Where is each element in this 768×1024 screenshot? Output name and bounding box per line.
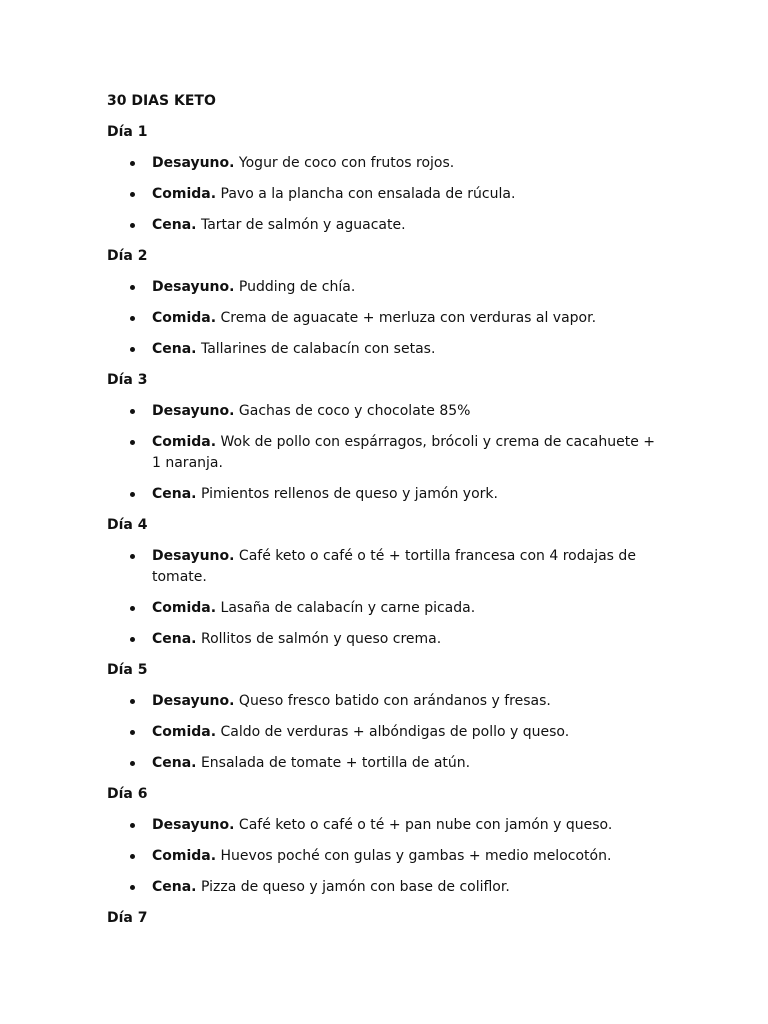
meal-description: Café keto o café o té + pan nube con jamón y queso. [234,817,613,833]
day-section [107,122,667,236]
day-title: Día 4 [107,517,148,533]
bullet-icon [130,440,135,445]
bullet-icon [130,347,135,352]
bullet-icon [130,285,135,290]
bullet-icon [130,761,135,766]
meal-label: Comida. [152,186,217,202]
meal-item [107,277,667,298]
bullet-icon [130,699,135,704]
meal-label: Desayuno. [152,279,235,295]
bullet-icon [130,492,135,497]
meal-description: Gachas de coco y chocolate 85% [234,403,471,419]
meal-item [107,877,667,898]
meal-label: Desayuno. [152,403,235,419]
day-section [107,246,667,360]
meal-item [107,484,667,505]
meal-description: Pavo a la plancha con ensalada de rúcula. [216,186,516,202]
meal-item [107,546,667,588]
meal-description: Yogur de coco con frutos rojos. [234,155,455,171]
meal-item [107,722,667,743]
meal-item [107,401,667,422]
meal-description: Huevos poché con gulas y gambas + medio melocotón. [216,848,612,864]
meal-description: Lasaña de calabacín y carne picada. [216,600,476,616]
meal-item [107,339,667,360]
day-section [107,660,667,774]
document-title: 30 DIAS KETO [107,93,216,109]
meal-list [107,691,667,774]
meal-list [107,153,667,236]
day-section [107,370,667,505]
meal-label: Desayuno. [152,548,235,564]
meal-label: Comida. [152,600,217,616]
meal-label: Cena. [152,486,197,502]
meal-label: Cena. [152,217,197,233]
meal-label: Comida. [152,310,217,326]
meal-list [107,277,667,360]
meal-item [107,308,667,329]
meal-item [107,629,667,650]
meal-description: Wok de pollo con espárragos, brócoli y crema de cacahuete + 1 naranja. [152,434,656,471]
meal-item [107,753,667,774]
meal-description: Tallarines de calabacín con setas. [196,341,436,357]
days-list [107,122,667,928]
meal-description: Ensalada de tomate + tortilla de atún. [196,755,471,771]
meal-item [107,691,667,712]
meal-description: Crema de aguacate + merluza con verduras al vapor. [216,310,597,326]
meal-label: Desayuno. [152,817,235,833]
bullet-icon [130,316,135,321]
meal-description: Queso fresco batido con arándanos y fresas. [234,693,551,709]
meal-list [107,815,667,898]
meal-item [107,153,667,174]
day-title: Día 1 [107,124,148,140]
bullet-icon [130,554,135,559]
meal-description: Caldo de verduras + albóndigas de pollo y queso. [216,724,570,740]
meal-list [107,546,667,650]
meal-item [107,815,667,836]
day-title: Día 6 [107,786,148,802]
bullet-icon [130,223,135,228]
day-title: Día 5 [107,662,148,678]
meal-description: Rollitos de salmón y queso crema. [196,631,442,647]
bullet-icon [130,409,135,414]
meal-label: Cena. [152,755,197,771]
meal-item [107,432,667,474]
day-section [107,908,667,928]
meal-label: Cena. [152,879,197,895]
day-section [107,784,667,898]
bullet-icon [130,730,135,735]
meal-item [107,598,667,619]
meal-description: Tartar de salmón y aguacate. [196,217,406,233]
day-title: Día 7 [107,910,148,926]
day-title: Día 2 [107,248,148,264]
meal-label: Comida. [152,434,217,450]
meal-label: Desayuno. [152,693,235,709]
meal-label: Cena. [152,631,197,647]
meal-label: Comida. [152,848,217,864]
bullet-icon [130,606,135,611]
bullet-icon [130,823,135,828]
meal-description: Pizza de queso y jamón con base de coliflor. [196,879,510,895]
document-page [107,91,667,939]
meal-label: Cena. [152,341,197,357]
meal-description: Pimientos rellenos de queso y jamón york. [196,486,498,502]
bullet-icon [130,637,135,642]
meal-label: Desayuno. [152,155,235,171]
day-section [107,515,667,650]
meal-item [107,846,667,867]
bullet-icon [130,854,135,859]
bullet-icon [130,161,135,166]
meal-description: Pudding de chía. [234,279,356,295]
meal-item [107,184,667,205]
meal-description: Café keto o café o té + tortilla francesa con 4 rodajas de tomate. [152,548,636,585]
bullet-icon [130,885,135,890]
meal-list [107,401,667,505]
day-title: Día 3 [107,372,148,388]
meal-item [107,215,667,236]
meal-label: Comida. [152,724,217,740]
bullet-icon [130,192,135,197]
